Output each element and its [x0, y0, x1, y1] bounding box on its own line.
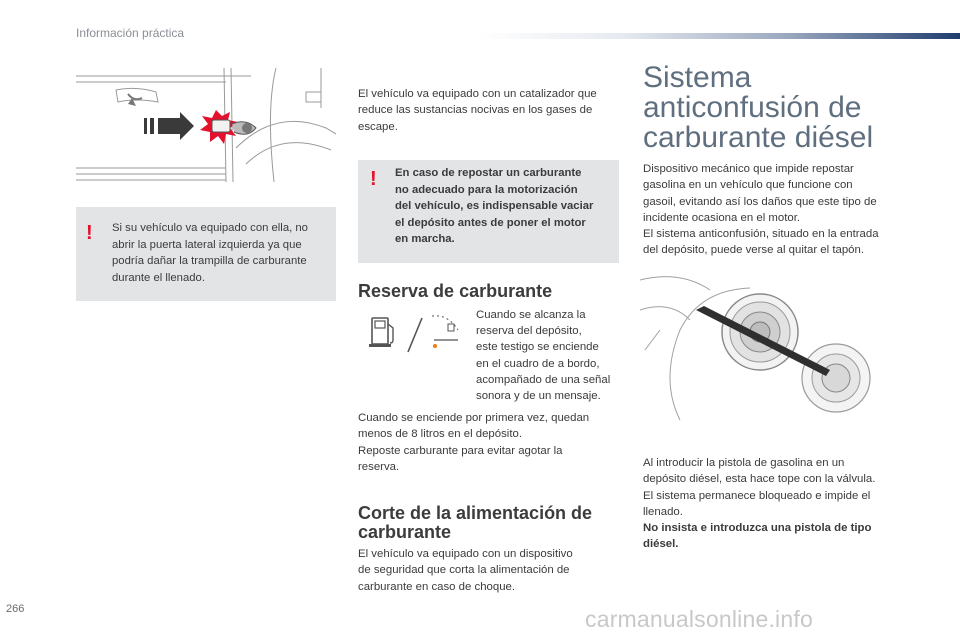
fuel-cutoff-paragraph: El vehículo va equipado con un dispositivo de seguridad que corta la alimentación de carburante en caso de choque.: [358, 548, 573, 593]
section-title: Información práctica: [76, 26, 185, 40]
fuel-reserve-indicator-icons: [366, 310, 466, 356]
header-gradient-bar: [478, 33, 960, 39]
reserve-heading: Reserva de carburante: [358, 281, 553, 301]
side-door-warning-box: [76, 207, 336, 301]
misfuel-device-illustration: [640, 270, 905, 430]
misfuel-outro-paragraph: Al introducir la pistola de gasolina en un depósito diésel, esta hace tope con la válvula. El sistema permanece bloqueado e impide el llenado. No insista e introduzca una pistola de tipo diésel.: [643, 457, 876, 551]
reserve-note-paragraph: Cuando se enciende por primera vez, quedan menos de 8 litros en el depósito. Reposte carburante para evitar agotar la reserva.: [358, 412, 590, 473]
catalyst-paragraph: El vehículo va equipado con un catalizador que reduce las sustancias nocivas en los gases de escape.: [358, 88, 597, 133]
fuel-gauge-icon: [432, 316, 458, 348]
warning-icon: !: [86, 222, 93, 244]
fuel-pump-icon: [369, 318, 393, 347]
page-number: 266: [6, 603, 25, 615]
misfuel-intro-paragraph: Dispositivo mecánico que impide repostar gasolina en un vehículo que funcione con gasoil, evitando así los daños que este tipo de incidente ocasiona en el motor. El sistema anticonfusión, situado en la entrada del depósito, puede verse al quitar el tapón.: [643, 163, 879, 257]
diesel-misfuel-title: Sistema anticonfusión de carburante diésel: [643, 61, 874, 154]
fuel-flap-illustration: [76, 68, 336, 182]
fuel-cutoff-heading: Corte de la alimentación de carburante: [358, 503, 593, 542]
site-watermark: carmanualsonline.info: [585, 606, 813, 632]
side-door-warning-text: Si su vehículo va equipado con ella, no abrir la puerta lateral izquierda ya que podría dañar la trampilla de carburante durante el llenado.: [112, 222, 308, 284]
wrong-fuel-warning-box: [358, 160, 619, 263]
warning-icon: !: [370, 168, 377, 190]
separator-slash: [408, 318, 422, 352]
reserve-paragraph: Cuando se alcanza la reserva del depósito, este testigo se enciende en el cuadro de a bordo, acompañado de una señal sonora y de un mensaje.: [476, 309, 611, 403]
wrong-fuel-warning-text: En caso de repostar un carburante no adecuado para la motorización del vehículo, es indispensable vaciar el depósito antes de poner el motor en marcha.: [395, 167, 594, 245]
